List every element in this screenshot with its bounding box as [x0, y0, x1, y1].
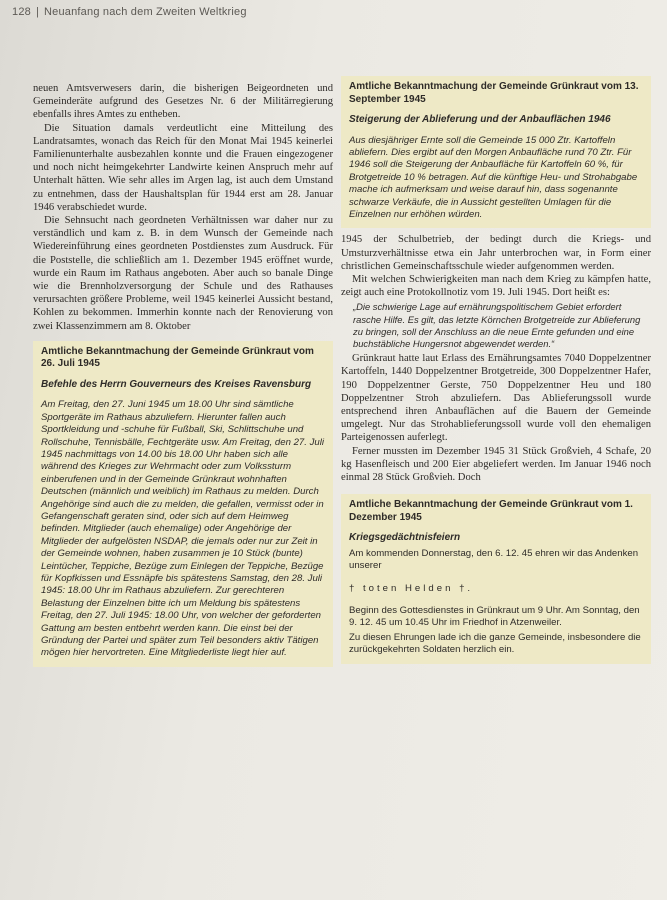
header-separator: | [35, 6, 40, 18]
body-paragraph: Ferner mussten im Dezember 1945 31 Stück Großvieh, 4 Schafe, 20 kg Hasenfleisch und 200 Eier abgeliefert werden. Im Januar 1946 noch einmal 28 Stück Großvieh. Doch [341, 445, 651, 483]
announcement-subtitle: Befehle des Herrn Gouverneurs des Kreises Ravensburg [41, 378, 312, 390]
announcement-line: Zu diesen Ehrungen lade ich die ganze Gemeinde, insbesondere die zurückgekehrten Soldaten herzlich ein. [349, 631, 641, 656]
heroes-line: † toten Helden †. [349, 582, 474, 594]
right-column [341, 76, 651, 664]
announcement-title: Amtliche Bekanntmachung der Gemeinde Grünkraut vom 1. Dezember 1945 [349, 499, 633, 523]
announcement-text: Am Freitag, den 27. Juni 1945 um 18.00 Uhr sind sämtliche Sportgeräte im Rathaus abzuliefern. Hierunter fallen auch Sportkleidung und -schuhe für Fußball, Ski, Schlittschuhe und Rollschuhe, Tennisbälle, Fechtgeräte usw. Am Freitag, den 27. Juli 1945 nachmittags von 14.00 bis 18.00 Uhr haben sich alle während des Krieges zur Wehrmacht oder zum Volkssturm einberufenen und in der Gemeinde Grünkraut wohnhaften Deutschen (männlich und weiblich) im Rathaus zu melden. Durch Angehörige sind auch die zu melden, die gefallen, vermisst oder in Gefangenschaft geraten sind, oder sich auf dem Heimweg befinden. Mitglieder (auch ehemalige) oder Angehörige der Mitglieder der aufgelösten NSDAP, die jemals oder nur zur Zeit in der Gemeinde wohnen, haben zusammen je 10 Stück (bunte) Leintücher, Teppiche, Bezüge zum Einlegen der Teppiche, Bezüge für Kopfkissen und Essnäpfe bis spätestens Samstag, den 28. Juli 1945: 18.00 Uhr im Rathaus abzuliefern. Zur gerechteren Belastung der Einzelnen bitte ich um Meldung bis spätestens Freitag, den 27. Juli 1945: 18.00 Uhr, von welcher der geforderten Gattung am besten entbehrt werden kann. Die einst bei der Gründung der Partei und später zum Teil besonders aktiv Tätigen mögen hier hervortreten. Eine Mitgliederliste liegt hier auf. [41, 399, 324, 659]
left-column [33, 82, 333, 667]
body-paragraph: Die Sehnsucht nach geordneten Verhältnissen war daher nur zu verständlich und kam z. B. in dem Wunsch der Gemeinde nach Wiedereinführung eines geordneten Postdienstes zum Ausdruck. Für die Poststelle, die schließlich am 1. Dezember 1945 eröffnet wurde, wurde ein Raum im Rathaus angeboten. Aber auch so banale Dinge wie die Brennholzversorgung der Schule und des Rathauses verursachten größere Probleme, weil 1945 keinerlei Aussicht bestand, Kohlen zu bekommen. Immerhin konnte nach der Renovierung von zwei Klassenzimmern am 8. Oktober [33, 215, 333, 332]
page-header [12, 6, 247, 18]
body-paragraph: 1945 der Schulbetrieb, der bedingt durch die Kriegs- und Umsturzverhältnisse etwa ein Jahr unterbrochen war, in Form einer christlichen Gemeinschaftsschule wieder aufgenommen werden. [341, 234, 651, 272]
announcement-line: Beginn des Gottesdienstes in Grünkraut um 9 Uhr. Am Sonntag, den 9. 12. 45 um 10.45 Uhr im Friedhof in Atzenweiler. [349, 604, 640, 629]
announcement-box-july [33, 341, 333, 667]
page-number: 128 [12, 6, 31, 18]
body-paragraph: Grünkraut hatte laut Erlass des Ernährungsamtes 7040 Doppelzentner Kartoffeln, 1440 Doppelzentner Brotgetreide, 300 Doppelzentner Hafer, 190 Doppelzentner Gerste, 750 Doppelzentner Heu und 180 Doppelzentner Stroh abzuliefern. Das Ablieferungssoll wurde entsprechend ihren Anbauflächen auf die Bauern der Gemeinde umgelegt. Nur das Strohablieferungssoll wurde voll den ehemaligen Parteigenossen auferlegt. [341, 353, 651, 444]
announcement-line: Am kommenden Donnerstag, den 6. 12. 45 ehren wir das Andenken unserer [349, 547, 639, 572]
announcement-subtitle: Kriegsgedächtnisfeiern [349, 532, 461, 544]
announcement-box-december [341, 494, 651, 663]
body-paragraph: Die Situation damals verdeutlicht eine Mitteilung des Landratsamtes, wonach das Reich für den Monat Mai 1945 keinerlei Familienunterhalte ausbezahlen konnte und die Frauen eingezogener und noch nicht heimgekehrter Landwirte keinen Anspruch mehr auf Unterhalt hätten. Wie sehr alles im Argen lag, ist auch dem Umstand zu entnehmen, dass der Haushaltsplan für 1944 erst am 28. Januar 1946 verabschiedet wurde. [33, 122, 333, 213]
body-paragraph: Mit welchen Schwierigkeiten man nach dem Krieg zu kämpfen hatte, zeigt auch eine Protokollnotiz vom 19. Juli 1945. Dort heißt es: [341, 273, 651, 299]
block-quote: „Die schwierige Lage auf ernährungspolitischem Gebiet erfordert rasche Hilfe. Es gilt, das letzte Körnchen Brotgetreide zur Ablieferung zu bringen, soll der Anschluss an die neue Ernte gefunden und eine buchstäbliche Hungersnot abgewendet werden.“ [353, 301, 641, 349]
announcement-title: Amtliche Bekanntmachung der Gemeinde Grünkraut vom 26. Juli 1945 [41, 345, 314, 370]
announcement-box-september [341, 76, 651, 228]
body-paragraph: neuen Amtsverwesers darin, die bisherigen Beigeordneten und Gemeinderäte aufgrund des Gesetzes Nr. 6 der Militärregierung ebenfalls ihres Amtes zu entheben. [33, 83, 333, 121]
announcement-subtitle: Steigerung der Ablieferung und der Anbauflächen 1946 [349, 114, 611, 125]
announcement-text: Aus diesjähriger Ernte soll die Gemeinde 15 000 Ztr. Kartoffeln abliefern. Dies ergibt auf den Morgen Anbaufläche rund 70 Ztr. Für 1946 soll die Steigerung der Anbaufläche für Kartoffeln 60 %, für Brotgetreide 10 % betragen. Auf die künftige Heu- und Strohabgabe mache ich aufmerksam und weise darauf hin, dass sogenannte schwarze Verkäufe, die in Aussicht gestellten Umlagen für die Einzelnen nur erhöhen würden. [349, 134, 638, 220]
announcement-title: Amtliche Bekanntmachung der Gemeinde Grünkraut vom 13. September 1945 [349, 81, 639, 105]
chapter-title: Neuanfang nach dem Zweiten Weltkrieg [44, 6, 247, 18]
